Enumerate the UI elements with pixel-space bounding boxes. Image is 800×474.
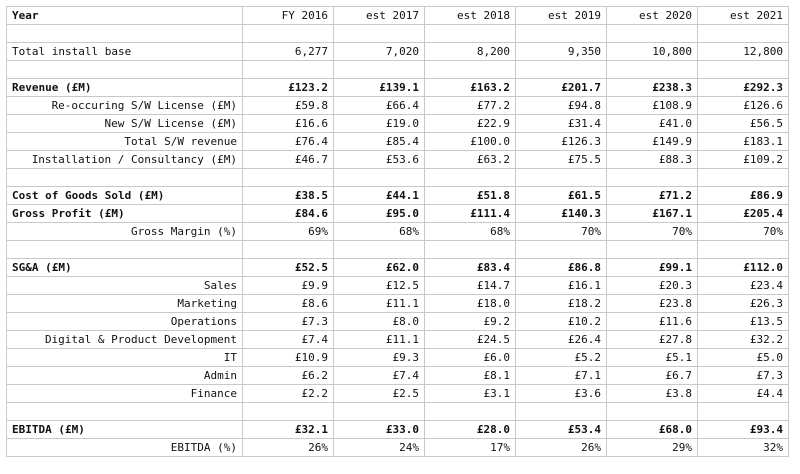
value-cell[interactable]: 29% [607,439,698,457]
value-cell[interactable] [698,61,789,79]
value-cell[interactable]: £7.3 [243,313,334,331]
value-cell[interactable]: £71.2 [607,187,698,205]
value-cell[interactable]: £11.1 [334,295,425,313]
value-cell[interactable]: 68% [334,223,425,241]
row-label-cell[interactable]: Gross Margin (%) [7,223,243,241]
value-cell[interactable]: £85.4 [334,133,425,151]
value-cell[interactable]: £75.5 [516,151,607,169]
value-cell[interactable] [243,61,334,79]
value-cell[interactable]: £7.4 [243,331,334,349]
header-year-cell[interactable]: FY 2016 [243,7,334,25]
row-label-cell[interactable]: SG&A (£M) [7,259,243,277]
row-label-cell[interactable]: Re-occuring S/W License (£M) [7,97,243,115]
blank-row [7,25,789,43]
header-year-cell[interactable]: est 2019 [516,7,607,25]
value-cell[interactable]: £26.4 [516,331,607,349]
row-label-cell[interactable]: Operations [7,313,243,331]
value-cell[interactable]: £11.1 [334,331,425,349]
table-row [7,79,789,97]
value-cell[interactable]: £100.0 [425,133,516,151]
value-cell[interactable] [334,403,425,421]
value-cell[interactable]: £167.1 [607,205,698,223]
value-cell[interactable]: 10,800 [607,43,698,61]
value-cell[interactable]: 9,350 [516,43,607,61]
value-cell[interactable] [516,403,607,421]
row-label-cell[interactable] [7,169,243,187]
value-cell[interactable] [243,25,334,43]
table-row [7,331,789,349]
value-cell[interactable]: £83.4 [425,259,516,277]
value-cell[interactable]: £84.6 [243,205,334,223]
value-cell[interactable]: £20.3 [607,277,698,295]
value-cell[interactable]: 26% [516,439,607,457]
row-label-cell[interactable]: Admin [7,367,243,385]
value-cell[interactable]: £88.3 [607,151,698,169]
header-year-cell[interactable]: est 2021 [698,7,789,25]
value-cell[interactable]: £10.2 [516,313,607,331]
value-cell[interactable]: £4.4 [698,385,789,403]
value-cell[interactable]: £149.9 [607,133,698,151]
value-cell[interactable]: £5.0 [698,349,789,367]
value-cell[interactable]: £111.4 [425,205,516,223]
header-row [7,7,789,25]
value-cell[interactable]: £18.0 [425,295,516,313]
value-cell[interactable]: £22.9 [425,115,516,133]
row-label-cell[interactable]: Finance [7,385,243,403]
blank-row [7,403,789,421]
table-row [7,421,789,439]
value-cell[interactable]: 26% [243,439,334,457]
value-cell[interactable]: £9.9 [243,277,334,295]
header-year-cell[interactable]: est 2017 [334,7,425,25]
value-cell[interactable]: £86.8 [516,259,607,277]
table-row [7,439,789,457]
value-cell[interactable]: £16.1 [516,277,607,295]
value-cell[interactable]: £77.2 [425,97,516,115]
table-row [7,133,789,151]
value-cell[interactable]: 70% [698,223,789,241]
value-cell[interactable]: £31.4 [516,115,607,133]
value-cell[interactable]: 69% [243,223,334,241]
table-row [7,151,789,169]
row-label-cell[interactable]: New S/W License (£M) [7,115,243,133]
row-label-cell[interactable] [7,403,243,421]
row-label-cell[interactable]: Marketing [7,295,243,313]
value-cell[interactable]: £8.1 [425,367,516,385]
header-year-label[interactable]: Year [7,7,243,25]
row-label-cell[interactable]: EBITDA (%) [7,439,243,457]
value-cell[interactable]: £51.8 [425,187,516,205]
value-cell[interactable]: £2.2 [243,385,334,403]
row-label-cell[interactable]: Revenue (£M) [7,79,243,97]
value-cell[interactable]: 70% [516,223,607,241]
value-cell[interactable]: £5.2 [516,349,607,367]
value-cell[interactable]: £76.4 [243,133,334,151]
value-cell[interactable] [607,403,698,421]
row-label-cell[interactable]: Digital & Product Development [7,331,243,349]
value-cell[interactable]: £3.6 [516,385,607,403]
value-cell[interactable]: £53.4 [516,421,607,439]
value-cell[interactable]: £33.0 [334,421,425,439]
value-cell[interactable]: £3.1 [425,385,516,403]
value-cell[interactable]: £292.3 [698,79,789,97]
value-cell[interactable]: £93.4 [698,421,789,439]
value-cell[interactable]: £18.2 [516,295,607,313]
value-cell[interactable] [516,241,607,259]
value-cell[interactable] [607,241,698,259]
value-cell[interactable] [607,61,698,79]
value-cell[interactable]: £5.1 [607,349,698,367]
value-cell[interactable]: £12.5 [334,277,425,295]
value-cell[interactable] [243,403,334,421]
value-cell[interactable]: £8.0 [334,313,425,331]
table-row [7,205,789,223]
value-cell[interactable]: £53.6 [334,151,425,169]
table-row [7,97,789,115]
table-row [7,115,789,133]
value-cell[interactable]: £27.8 [607,331,698,349]
value-cell[interactable]: £123.2 [243,79,334,97]
value-cell[interactable]: £16.6 [243,115,334,133]
value-cell[interactable]: £126.3 [516,133,607,151]
value-cell[interactable]: £14.7 [425,277,516,295]
row-label-cell[interactable]: Cost of Goods Sold (£M) [7,187,243,205]
value-cell[interactable] [607,169,698,187]
row-label-cell[interactable]: Installation / Consultancy (£M) [7,151,243,169]
row-label-cell[interactable]: Total S/W revenue [7,133,243,151]
value-cell[interactable]: £11.6 [607,313,698,331]
value-cell[interactable]: £59.8 [243,97,334,115]
table-row [7,313,789,331]
table-row [7,187,789,205]
row-label-cell[interactable]: Gross Profit (£M) [7,205,243,223]
row-label-cell[interactable] [7,61,243,79]
table-body [7,7,789,457]
value-cell[interactable] [334,169,425,187]
value-cell[interactable] [334,25,425,43]
value-cell[interactable]: £52.5 [243,259,334,277]
value-cell[interactable]: 24% [334,439,425,457]
value-cell[interactable] [516,61,607,79]
value-cell[interactable]: £6.0 [425,349,516,367]
value-cell[interactable] [425,25,516,43]
value-cell[interactable]: 32% [698,439,789,457]
value-cell[interactable] [425,169,516,187]
value-cell[interactable]: £201.7 [516,79,607,97]
value-cell[interactable] [607,25,698,43]
value-cell[interactable] [425,403,516,421]
value-cell[interactable]: £13.5 [698,313,789,331]
value-cell[interactable]: 12,800 [698,43,789,61]
blank-row [7,169,789,187]
value-cell[interactable]: £46.7 [243,151,334,169]
value-cell[interactable]: £10.9 [243,349,334,367]
value-cell[interactable]: £7.1 [516,367,607,385]
table-row [7,259,789,277]
row-label-cell[interactable]: Total install base [7,43,243,61]
value-cell[interactable]: £9.3 [334,349,425,367]
value-cell[interactable]: £86.9 [698,187,789,205]
value-cell[interactable] [516,25,607,43]
value-cell[interactable]: £3.8 [607,385,698,403]
value-cell[interactable]: £163.2 [425,79,516,97]
value-cell[interactable]: £99.1 [607,259,698,277]
value-cell[interactable]: 6,277 [243,43,334,61]
value-cell[interactable]: £108.9 [607,97,698,115]
value-cell[interactable]: £68.0 [607,421,698,439]
value-cell[interactable]: £112.0 [698,259,789,277]
value-cell[interactable]: £126.6 [698,97,789,115]
value-cell[interactable]: £2.5 [334,385,425,403]
value-cell[interactable]: £205.4 [698,205,789,223]
value-cell[interactable] [243,241,334,259]
row-label-cell[interactable] [7,25,243,43]
table-row [7,43,789,61]
value-cell[interactable] [698,241,789,259]
value-cell[interactable] [698,25,789,43]
table-row [7,295,789,313]
value-cell[interactable]: £61.5 [516,187,607,205]
value-cell[interactable]: £66.4 [334,97,425,115]
value-cell[interactable] [243,169,334,187]
row-label-cell[interactable]: EBITDA (£M) [7,421,243,439]
value-cell[interactable]: £23.4 [698,277,789,295]
value-cell[interactable]: £28.0 [425,421,516,439]
value-cell[interactable] [516,169,607,187]
value-cell[interactable]: £62.0 [334,259,425,277]
value-cell[interactable]: £8.6 [243,295,334,313]
value-cell[interactable]: £109.2 [698,151,789,169]
header-year-cell[interactable]: est 2020 [607,7,698,25]
value-cell[interactable]: £63.2 [425,151,516,169]
table-row [7,349,789,367]
value-cell[interactable]: £140.3 [516,205,607,223]
value-cell[interactable]: £6.2 [243,367,334,385]
value-cell[interactable]: £56.5 [698,115,789,133]
value-cell[interactable]: £238.3 [607,79,698,97]
value-cell[interactable]: £41.0 [607,115,698,133]
value-cell[interactable] [425,61,516,79]
value-cell[interactable]: £9.2 [425,313,516,331]
value-cell[interactable]: £38.5 [243,187,334,205]
value-cell[interactable] [698,169,789,187]
value-cell[interactable]: 8,200 [425,43,516,61]
value-cell[interactable]: £32.2 [698,331,789,349]
value-cell[interactable]: £24.5 [425,331,516,349]
value-cell[interactable]: £139.1 [334,79,425,97]
value-cell[interactable] [698,403,789,421]
header-year-cell[interactable]: est 2018 [425,7,516,25]
row-label-cell[interactable]: IT [7,349,243,367]
value-cell[interactable]: £7.4 [334,367,425,385]
value-cell[interactable]: 7,020 [334,43,425,61]
value-cell[interactable]: 70% [607,223,698,241]
table-row [7,367,789,385]
value-cell[interactable] [334,61,425,79]
value-cell[interactable]: £26.3 [698,295,789,313]
financial-forecast-table [6,6,789,457]
value-cell[interactable]: £32.1 [243,421,334,439]
value-cell[interactable]: £7.3 [698,367,789,385]
table-row [7,277,789,295]
row-label-cell[interactable]: Sales [7,277,243,295]
value-cell[interactable]: £23.8 [607,295,698,313]
value-cell[interactable] [334,241,425,259]
value-cell[interactable] [425,241,516,259]
table-row [7,223,789,241]
value-cell[interactable]: £44.1 [334,187,425,205]
value-cell[interactable]: 68% [425,223,516,241]
value-cell[interactable]: £6.7 [607,367,698,385]
value-cell[interactable]: £95.0 [334,205,425,223]
table-row [7,385,789,403]
value-cell[interactable]: £94.8 [516,97,607,115]
blank-row [7,61,789,79]
value-cell[interactable]: £183.1 [698,133,789,151]
value-cell[interactable]: £19.0 [334,115,425,133]
blank-row [7,241,789,259]
row-label-cell[interactable] [7,241,243,259]
value-cell[interactable]: 17% [425,439,516,457]
